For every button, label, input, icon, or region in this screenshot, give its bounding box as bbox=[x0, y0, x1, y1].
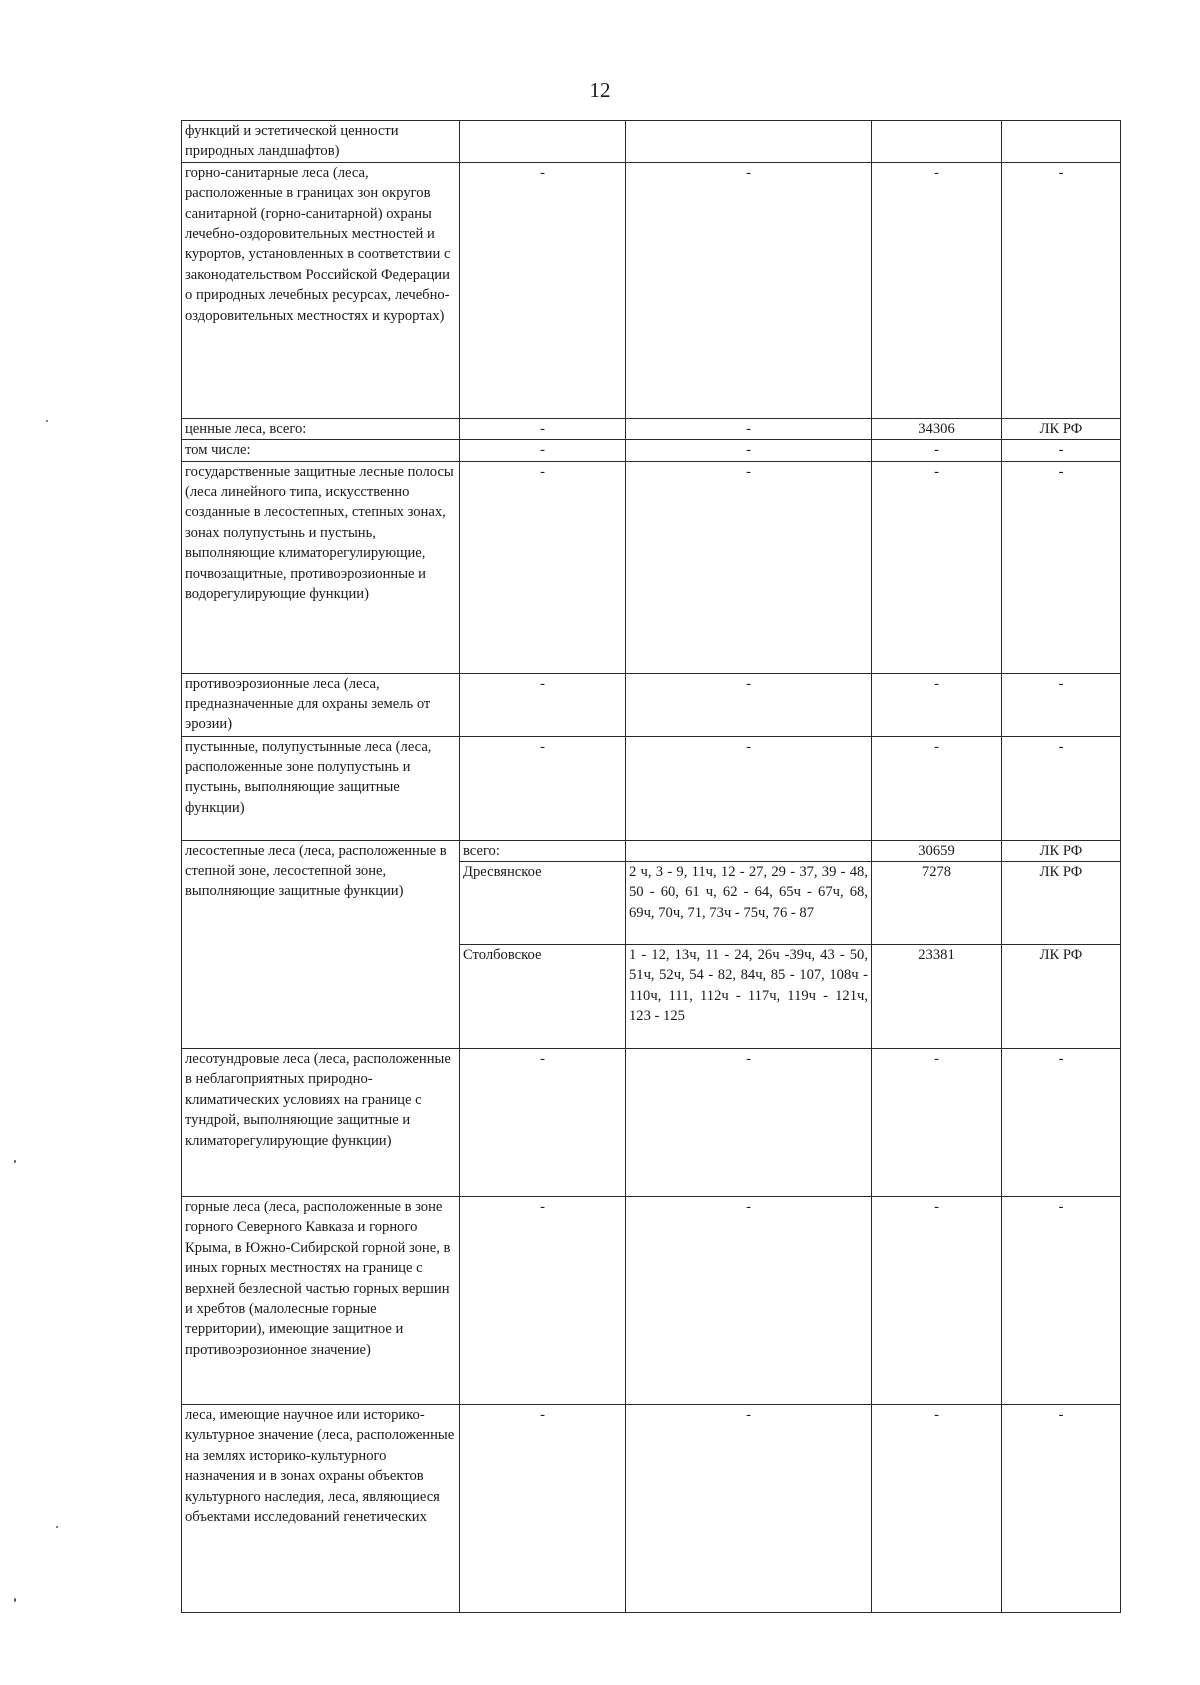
quarters-cell: - bbox=[626, 673, 872, 736]
protective-forests-table bbox=[181, 120, 1121, 1613]
area-cell bbox=[872, 121, 1002, 163]
table-row bbox=[182, 736, 1121, 840]
area-cell: 7278 bbox=[872, 862, 1002, 945]
category-cell: противоэрозионные леса (леса, предназначенные для охраны земель от эрозии) bbox=[182, 673, 460, 736]
district-cell: Столбовское bbox=[460, 945, 626, 1049]
category-cell: горно-санитарные леса (леса, расположенные в границах зон округов санитарной (горно-санитарной) охраны лечебно-оздоровительных местностей и курортов, установленных в соответствии с законодательством Российской Федерации о природных лечебных ресурсах, лечебно-оздоровительных местностях и курортах) bbox=[182, 162, 460, 418]
basis-cell bbox=[1002, 121, 1121, 163]
area-cell: - bbox=[872, 736, 1002, 840]
district-cell: - bbox=[460, 418, 626, 439]
quarters-cell: - bbox=[626, 1405, 872, 1613]
basis-cell: - bbox=[1002, 673, 1121, 736]
basis-cell: - bbox=[1002, 1197, 1121, 1405]
district-cell: - bbox=[460, 440, 626, 461]
district-cell: - bbox=[460, 1197, 626, 1405]
area-cell: - bbox=[872, 1049, 1002, 1197]
basis-cell: ЛК РФ bbox=[1002, 840, 1121, 861]
quarters-cell: - bbox=[626, 162, 872, 418]
category-cell: леса, имеющие научное или историко-культурное значение (леса, расположенные на землях историко-культурного назначения и в зонах охраны объектов культурного наследия, леса, являющиеся объектами исследований генетических bbox=[182, 1405, 460, 1613]
quarters-cell bbox=[626, 840, 872, 861]
district-cell: - bbox=[460, 673, 626, 736]
basis-cell: - bbox=[1002, 440, 1121, 461]
quarters-cell: 2 ч, 3 - 9, 11ч, 12 - 27, 29 - 37, 39 - 48, 50 - 60, 61 ч, 62 - 64, 65ч - 67ч, 68, 69ч, 70ч, 71, 73ч - 75ч, 76 - 87 bbox=[626, 862, 872, 945]
quarters-cell: - bbox=[626, 1197, 872, 1405]
scan-speck bbox=[56, 1526, 58, 1528]
quarters-cell: - bbox=[626, 418, 872, 439]
basis-cell: ЛК РФ bbox=[1002, 945, 1121, 1049]
area-cell: 23381 bbox=[872, 945, 1002, 1049]
scan-speck bbox=[14, 1160, 16, 1163]
area-cell: 30659 bbox=[872, 840, 1002, 861]
category-cell: том числе: bbox=[182, 440, 460, 461]
table-row bbox=[182, 121, 1121, 163]
basis-cell: - bbox=[1002, 162, 1121, 418]
quarters-cell: - bbox=[626, 461, 872, 673]
page-number: 12 bbox=[589, 78, 611, 102]
scan-speck bbox=[14, 1598, 16, 1602]
table-row bbox=[182, 461, 1121, 673]
table-row bbox=[182, 440, 1121, 461]
area-cell: 34306 bbox=[872, 418, 1002, 439]
table-row bbox=[182, 1049, 1121, 1197]
district-cell: - bbox=[460, 1049, 626, 1197]
table-row bbox=[182, 1197, 1121, 1405]
category-cell: лесостепные леса (леса, расположенные в степной зоне, лесостепной зоне, выполняющие защитные функции) bbox=[182, 840, 460, 1048]
area-cell: - bbox=[872, 440, 1002, 461]
category-cell: функций и эстетической ценности природных ландшафтов) bbox=[182, 121, 460, 163]
table-row bbox=[182, 840, 1121, 861]
quarters-cell bbox=[626, 121, 872, 163]
scan-speck bbox=[46, 420, 48, 422]
category-cell: пустынные, полупустынные леса (леса, расположенные зоне полупустынь и пустынь, выполняющие защитные функции) bbox=[182, 736, 460, 840]
category-cell: горные леса (леса, расположенные в зоне горного Северного Кавказа и горного Крыма, в Южно-Сибирской горной зоне, в иных горных местностях на границе с верхней безлесной частью горных вершин и хребтов (малолесные горные территории), имеющие защитное и противоэрозионное значение) bbox=[182, 1197, 460, 1405]
category-cell: ценные леса, всего: bbox=[182, 418, 460, 439]
basis-cell: - bbox=[1002, 1405, 1121, 1613]
district-cell: - bbox=[460, 1405, 626, 1613]
area-cell: - bbox=[872, 1197, 1002, 1405]
category-cell: лесотундровые леса (леса, расположенные в неблагоприятных природно-климатических условиях на границе с тундрой, выполняющие защитные и климаторегулирующие функции) bbox=[182, 1049, 460, 1197]
basis-cell: - bbox=[1002, 461, 1121, 673]
basis-cell: ЛК РФ bbox=[1002, 418, 1121, 439]
district-cell: - bbox=[460, 736, 626, 840]
area-cell: - bbox=[872, 1405, 1002, 1613]
area-cell: - bbox=[872, 673, 1002, 736]
district-cell: всего: bbox=[460, 840, 626, 861]
table-row bbox=[182, 1405, 1121, 1613]
district-cell: - bbox=[460, 162, 626, 418]
area-cell: - bbox=[872, 461, 1002, 673]
table-row bbox=[182, 162, 1121, 418]
category-cell: государственные защитные лесные полосы (леса линейного типа, искусственно созданные в лесостепных, степных зонах, зонах полупустынь и пустынь, выполняющие климаторегулирующие, почвозащитные, противоэрозионные и водорегулирующие функции) bbox=[182, 461, 460, 673]
quarters-cell: 1 - 12, 13ч, 11 - 24, 26ч -39ч, 43 - 50, 51ч, 52ч, 54 - 82, 84ч, 85 - 107, 108ч - 110ч, 111, 112ч - 117ч, 119ч - 121ч, 123 - 125 bbox=[626, 945, 872, 1049]
district-cell: Дресвянское bbox=[460, 862, 626, 945]
basis-cell: - bbox=[1002, 736, 1121, 840]
area-cell: - bbox=[872, 162, 1002, 418]
quarters-cell: - bbox=[626, 440, 872, 461]
district-cell: - bbox=[460, 461, 626, 673]
basis-cell: ЛК РФ bbox=[1002, 862, 1121, 945]
quarters-cell: - bbox=[626, 736, 872, 840]
table-row bbox=[182, 673, 1121, 736]
quarters-cell: - bbox=[626, 1049, 872, 1197]
basis-cell: - bbox=[1002, 1049, 1121, 1197]
district-cell bbox=[460, 121, 626, 163]
table-row bbox=[182, 418, 1121, 439]
